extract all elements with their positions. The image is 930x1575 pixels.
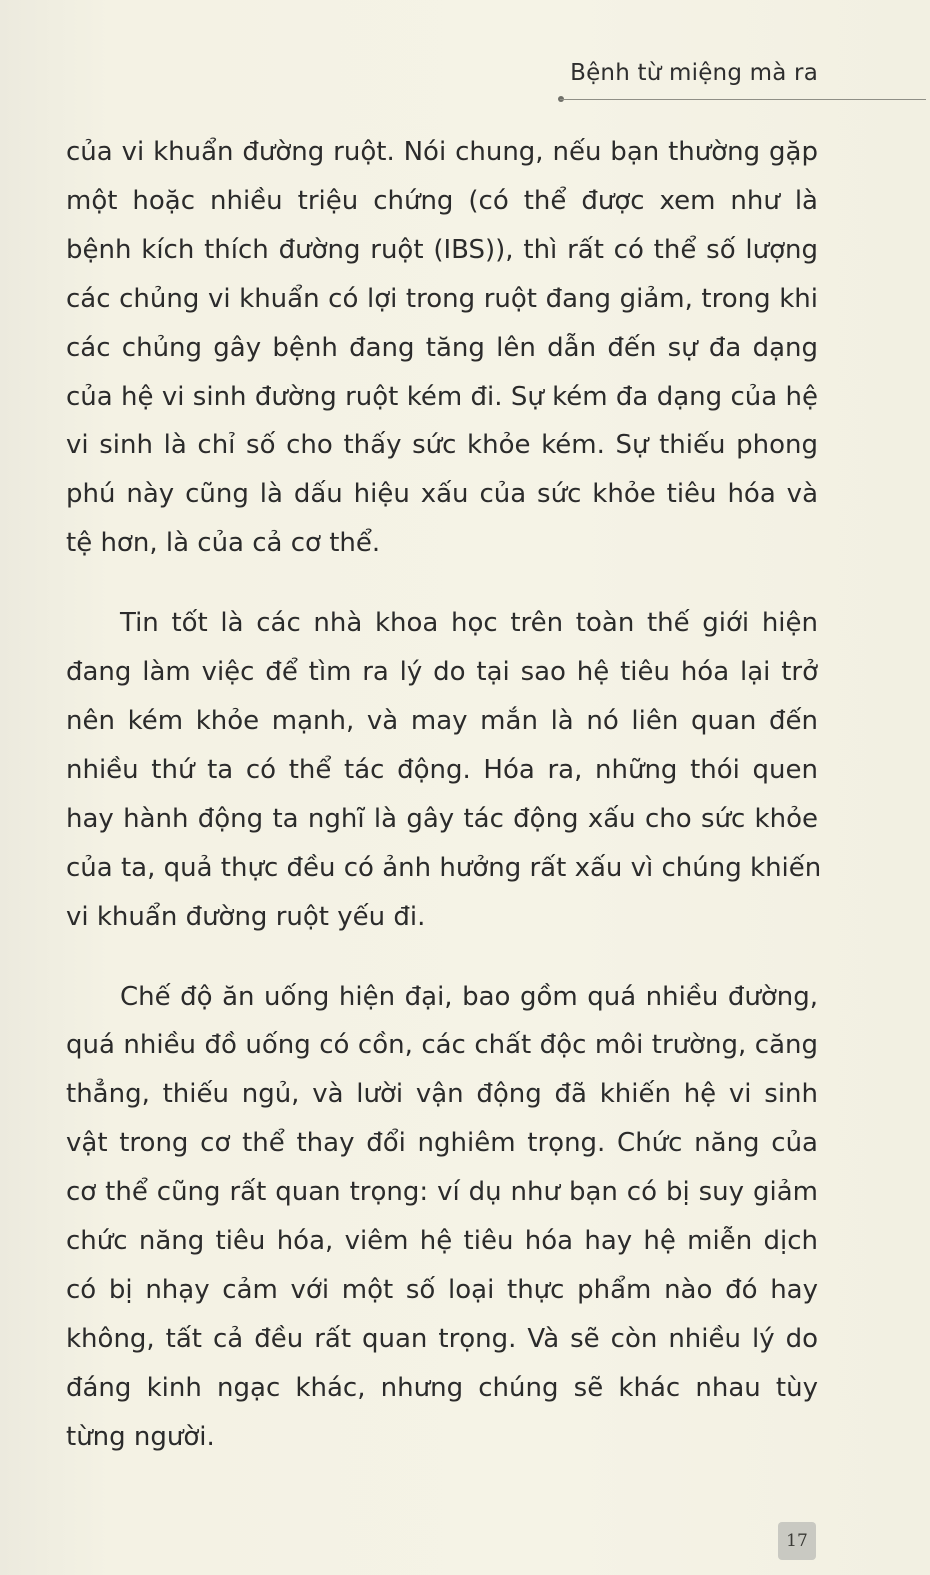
- text-line: của hệ vi sinh đường ruột kém đi. Sự kém đa dạng của hệ: [66, 381, 818, 412]
- body-text: [66, 128, 822, 1462]
- text-line: phú này cũng là dấu hiệu xấu của sức khỏe tiêu hóa và: [66, 479, 818, 510]
- text-line: Chế độ ăn uống hiện đại, bao gồm quá nhiều đường,: [120, 981, 818, 1012]
- paragraph-3: [66, 973, 818, 1462]
- text-line: từng người.: [66, 1421, 215, 1452]
- header-rule: [560, 99, 926, 100]
- text-line: của ta, quả thực đều có ảnh hưởng rất xấu vì chúng khiến: [66, 852, 822, 883]
- page-number: 17: [786, 1531, 808, 1551]
- text-line: bệnh kích thích đường ruột (IBS)), thì rất có thể số lượng: [66, 234, 818, 265]
- running-header-title: Bệnh từ miệng mà ra: [570, 60, 818, 86]
- text-line: hay hành động ta nghĩ là gây tác động xấu cho sức khỏe: [66, 803, 818, 834]
- text-line: chức năng tiêu hóa, viêm hệ tiêu hóa hay hệ miễn dịch: [66, 1226, 818, 1257]
- text-line: đang làm việc để tìm ra lý do tại sao hệ tiêu hóa lại trở: [66, 657, 818, 688]
- text-line: cơ thể cũng rất quan trọng: ví dụ như bạn có bị suy giảm: [66, 1177, 818, 1208]
- text-line: vi khuẩn đường ruột yếu đi.: [66, 901, 426, 932]
- text-line: tệ hơn, là của cả cơ thể.: [66, 528, 381, 559]
- text-line: các chủng gây bệnh đang tăng lên dẫn đến sự đa dạng: [66, 332, 818, 363]
- text-line: không, tất cả đều rất quan trọng. Và sẽ còn nhiều lý do: [66, 1323, 818, 1354]
- text-line: một hoặc nhiều triệu chứng (có thể được xem như là: [66, 185, 818, 216]
- text-line: vật trong cơ thể thay đổi nghiêm trọng. Chức năng của: [66, 1128, 818, 1159]
- text-line: của vi khuẩn đường ruột. Nói chung, nếu bạn thường gặp: [66, 137, 818, 167]
- paragraph-1: [66, 128, 818, 568]
- page-number-badge: [778, 1522, 816, 1560]
- text-line: có bị nhạy cảm với một số loại thực phẩm nào đó hay: [66, 1274, 818, 1305]
- text-line: đáng kinh ngạc khác, nhưng chúng sẽ khác nhau tùy: [66, 1372, 818, 1403]
- text-line: Tin tốt là các nhà khoa học trên toàn thế giới hiện: [120, 608, 818, 639]
- text-line: thẳng, thiếu ngủ, và lười vận động đã khiến hệ vi sinh: [66, 1079, 818, 1110]
- text-line: nên kém khỏe mạnh, và may mắn là nó liên quan đến: [66, 705, 818, 736]
- text-line: các chủng vi khuẩn có lợi trong ruột đang giảm, trong khi: [66, 283, 818, 314]
- text-line: quá nhiều đồ uống có cồn, các chất độc môi trường, căng: [66, 1030, 818, 1061]
- text-line: vi sinh là chỉ số cho thấy sức khỏe kém. Sự thiếu phong: [66, 430, 818, 461]
- text-line: nhiều thứ ta có thể tác động. Hóa ra, những thói quen: [66, 754, 818, 785]
- paragraph-2: [66, 599, 822, 941]
